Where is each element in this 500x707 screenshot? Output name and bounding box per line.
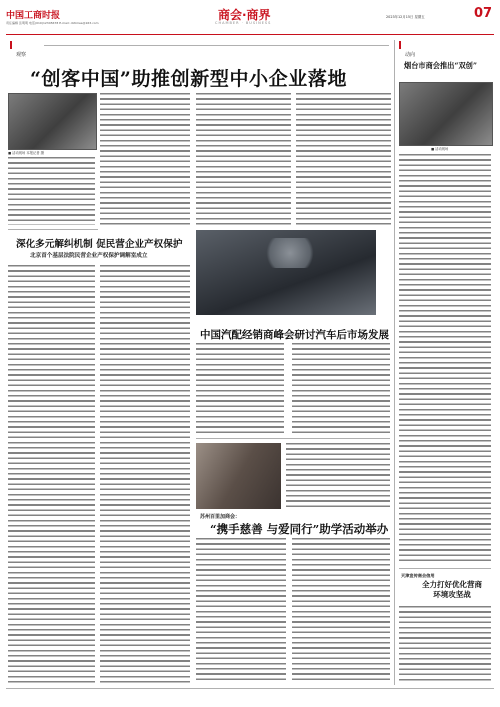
article-3-body [196,343,284,433]
article-4-body [286,443,390,509]
masthead [6,6,494,36]
photo-caption-1: ■ 活动现场 本报记者 摄 [8,151,44,155]
headline-right-1: 烟台市商会推出“双创” [404,61,477,70]
section-title-en: CHAMBER · BUSINESS [215,21,272,25]
page-number: 07 [474,6,493,21]
section-label-right: 动向 [399,41,431,49]
section-title: 商会·商界 [218,8,271,22]
article-1-body [100,93,190,225]
footer-rule [6,688,494,689]
right-1-photo [399,82,493,146]
column-separator [394,40,395,685]
issue-date: 2023年12月15日 星期五 [386,15,425,19]
right-1-body [399,154,491,564]
masthead-rule [6,34,494,35]
kicker-article-4: 苏州百里加商会： [200,514,241,520]
divider [8,229,98,230]
article-4-body [196,538,286,683]
headline-article-3: 中国汽配经销商峰会研讨汽车后市场发展 [200,329,389,341]
photo-stage-glow [260,238,320,268]
headline-article-1: “创客中国”助推创新型中小企业落地 [30,68,348,90]
article-4-photo [196,443,281,509]
right-2-body [399,606,491,683]
article-1-body [196,93,291,225]
headline-right-2: 全力打好优化营商环境攻坚战 [422,580,482,599]
kicker-right-2: 天津宣传商会信用 [401,573,435,578]
article-2-body [8,265,95,683]
article-1-photo [8,93,97,150]
article-3-body [292,343,390,433]
section-label-left: 观察 [10,41,42,49]
divider [399,568,491,569]
headline-article-4: “携手慈善 与爱同行”助学活动举办 [210,522,389,536]
section-divider-left [44,45,389,46]
article-1-body [296,93,391,225]
divider [196,438,390,439]
article-1-body [8,157,95,225]
headline-article-2: 深化多元解纠机制 促民营企业产权保护 [16,239,183,250]
photo-caption-right-1: ■ 活动现场 [431,147,449,151]
paper-logo: 中国工商时报 [6,11,61,21]
masthead-meta: 责任编辑 张明明 电话(010)12345678 E-mail: cbtimes@163.com [6,21,99,25]
article-2-body [100,265,190,683]
subheadline-article-2: 北京首个基层法院民营企业产权保护调解室成立 [30,253,148,259]
article-4-body [292,538,390,683]
